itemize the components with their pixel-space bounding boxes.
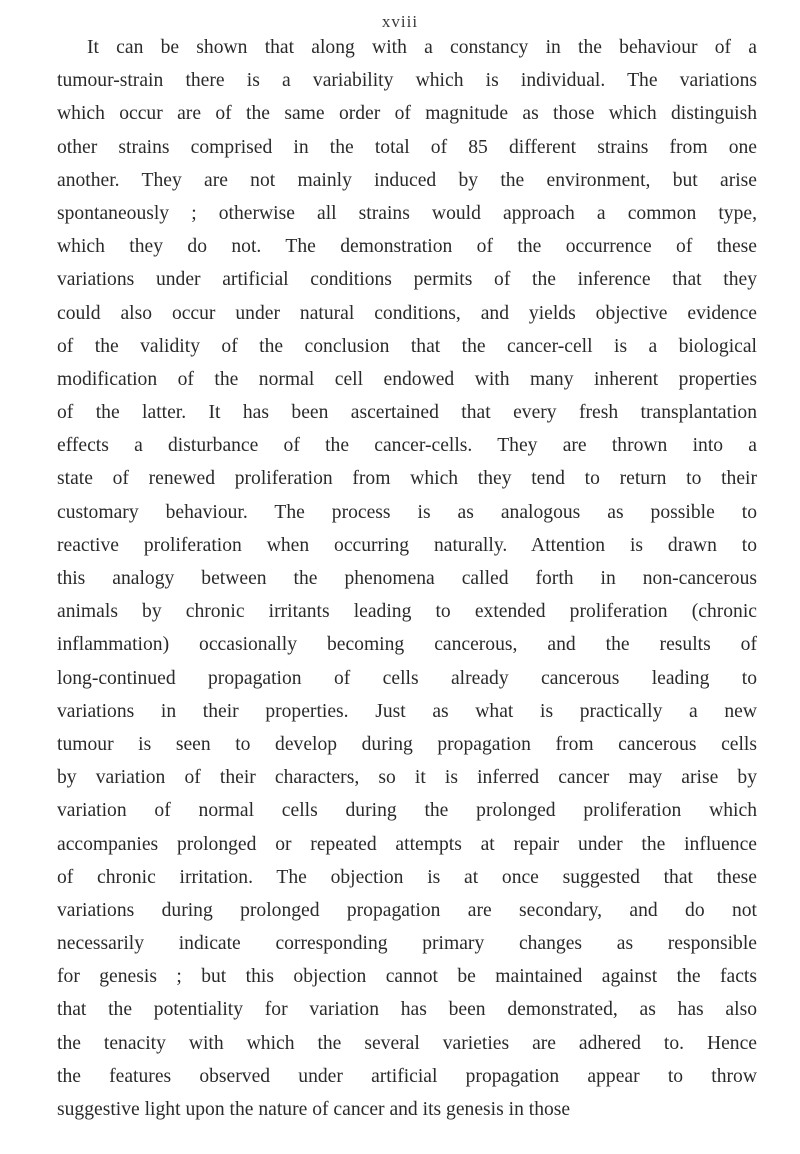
text-line: which occur are of the same order of magnitude as those which distinguish: [57, 103, 757, 125]
text-line: by variation of their characters, so it is inferred cancer may arise by: [57, 767, 757, 789]
text-line: tumour is seen to develop during propagation from cancerous cells: [57, 733, 757, 755]
text-line: that the potentiality for variation has been demonstrated, as has also: [57, 999, 757, 1021]
text-line: of the validity of the conclusion that the cancer-cell is a biological: [57, 335, 757, 357]
text-line: other strains comprised in the total of 85 different strains from one: [57, 136, 757, 158]
text-line: variations under artificial conditions permits of the inference that they: [57, 269, 757, 291]
text-line: for genesis ; but this objection cannot be maintained against the facts: [57, 966, 757, 988]
text-line: variation of normal cells during the prolonged proliferation which: [57, 800, 757, 822]
text-line: could also occur under natural conditions, and yields objective evidence: [57, 302, 757, 324]
text-line: inflammation) occasionally becoming cancerous, and the results of: [57, 634, 757, 656]
text-line: the tenacity with which the several varieties are adhered to. Hence: [57, 1032, 757, 1054]
text-line: another. They are not mainly induced by the environment, but arise: [57, 169, 757, 191]
text-line: this analogy between the phenomena called forth in non-cancerous: [57, 568, 757, 589]
page-number: xviii: [381, 12, 419, 31]
text-line: reactive proliferation when occurring naturally. Attention is drawn to: [57, 534, 757, 556]
text-line: of chronic irritation. The objection is at once suggested that these: [57, 866, 757, 888]
text-line: of the latter. It has been ascertained that every fresh transplantation: [57, 402, 757, 424]
text-line: which they do not. The demonstration of the occurrence of these: [57, 236, 757, 258]
text-line: state of renewed proliferation from which they tend to return to their: [57, 468, 757, 490]
text-line: long-continued propagation of cells already cancerous leading to: [57, 667, 757, 689]
text-line: suggestive light upon the nature of cancer and its genesis in those: [57, 1099, 571, 1120]
text-line: animals by chronic irritants leading to extended proliferation (chronic: [57, 601, 757, 623]
text-line: variations during prolonged propagation are secondary, and do not: [57, 899, 757, 921]
text-line: customary behaviour. The process is as analogous as possible to: [57, 501, 757, 523]
text-line: the features observed under artificial propagation appear to throw: [57, 1065, 757, 1087]
text-line: modification of the normal cell endowed with many inherent properties: [57, 368, 757, 390]
text-line: accompanies prolonged or repeated attempts at repair under the influence: [57, 833, 757, 855]
text-line: variations in their properties. Just as what is practically a new: [57, 700, 757, 722]
text-line: spontaneously ; otherwise all strains would approach a common type,: [57, 202, 757, 224]
text-line: It can be shown that along with a constancy in the behaviour of a: [87, 37, 757, 58]
body-paragraph: [57, 31, 757, 1126]
text-line: necessarily indicate corresponding primary changes as responsible: [57, 933, 757, 955]
text-line: tumour-strain there is a variability which is individual. The variations: [57, 70, 757, 92]
text-line: effects a disturbance of the cancer-cells. They are thrown into a: [57, 435, 757, 457]
